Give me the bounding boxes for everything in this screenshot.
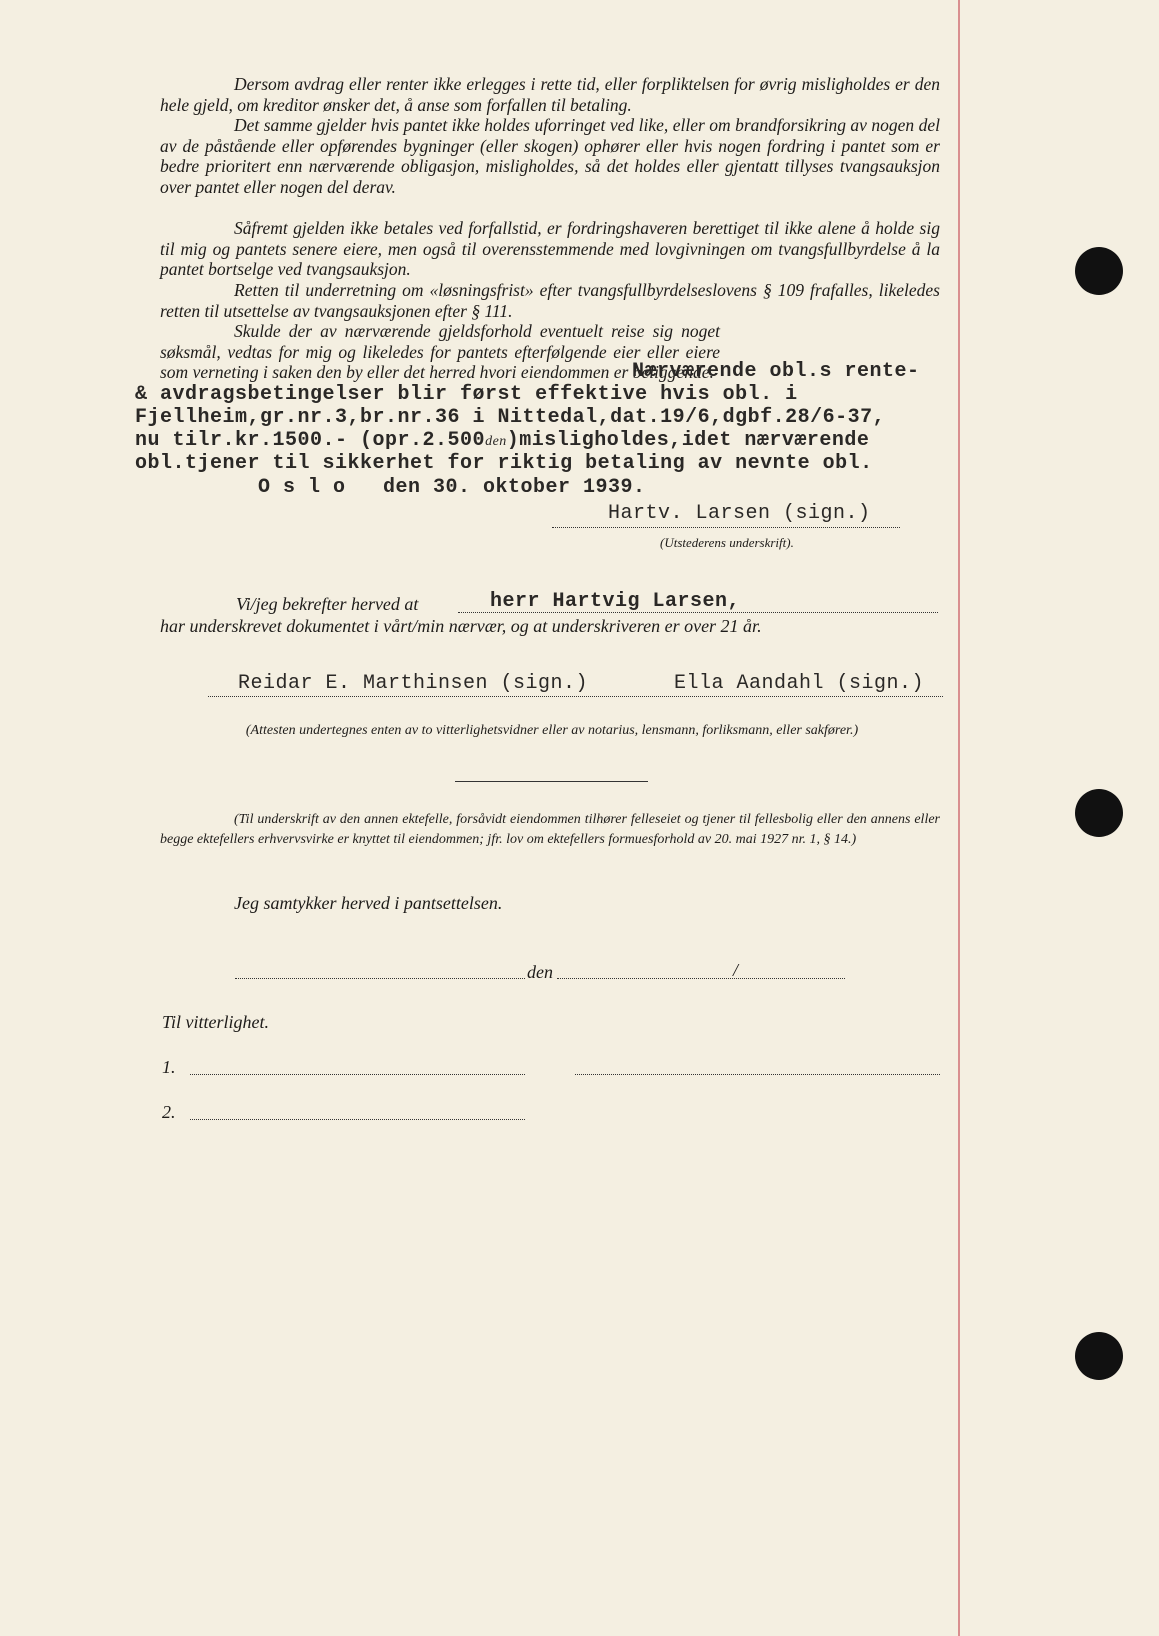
issuer-caption: (Utstederens underskrift). — [660, 535, 794, 550]
issuer-signature-line — [552, 527, 900, 528]
attest-line-1b — [575, 1074, 940, 1075]
place-line — [235, 978, 525, 979]
typed-line: obl.tjener til sikkerhet for riktig betaling av nevnte obl. — [135, 452, 873, 475]
typed-line: Nærværende obl.s rente- — [632, 360, 920, 383]
clause-enforcement: Såfremt gjelden ikke betales ved forfallstid, er fordringshaveren berettiget til ikke alene å holde sig til mig og pantets senere eiere, men også til overensstemmende med lovgivningen om tvangsfullbyrdelse å la pantet bortselge ved tvangsauksjon. — [160, 218, 940, 280]
clause-collateral: Det samme gjelder hvis pantet ikke holdes uforringet ved like, eller om brandforsikring av nogen del av de påstående eller opførendes bygninger (eller skogen) ophører eller hvis nogen fordring i pantet som er bedre prioritert enn nærværende obligasjon, misligholdes, så det holdes eller gjentatt tillyses tvangsauksjon over pantet eller nogen del derav. — [160, 115, 940, 197]
typed-date: O s l o den 30. oktober 1939. — [258, 476, 646, 499]
witness-signature-2: Ella Aandahl (sign.) — [674, 672, 925, 695]
attest-number-1: 1. — [162, 1057, 176, 1077]
witness-signature-1: Reidar E. Marthinsen (sign.) — [238, 672, 589, 695]
witness-signature-line — [208, 696, 943, 697]
punch-hole — [1075, 1332, 1123, 1380]
spouse-consent: Jeg samtykker herved i pantsettelsen. — [234, 893, 503, 913]
date-line — [557, 978, 845, 979]
witness-statement: har underskrevet dokumentet i vårt/min nærvær, og at underskriveren er over 21 år. — [160, 616, 762, 636]
typed-line: nu tilr.kr.1500.- (opr.2.500den)misligholdes,idet nærværende — [135, 429, 870, 452]
margin-rule — [958, 0, 960, 1636]
attest-title: Til vitterlighet. — [162, 1012, 269, 1032]
attest-line-2 — [190, 1119, 525, 1120]
clause-notice: Retten til underretning om «løsningsfrist» efter tvangsfullbyrdelseslovens § 109 frafalles, likeledes retten til utsettelse av tvangsauksjonen efter § 111. — [160, 280, 940, 321]
handwritten-note: den — [485, 434, 507, 449]
witness-note: (Attesten undertegnes enten av to vitterlighetsvidner eller av notarius, lensmann, forliksmann, eller sakfører.) — [245, 723, 859, 738]
clause-default: Dersom avdrag eller renter ikke erlegges i rette tid, eller forpliktelsen for øvrig misligholdes er den hele gjeld, om kreditor ønsker det, å anse som forfallen til betaling. — [160, 74, 940, 115]
divider — [455, 781, 648, 782]
typed-line: Fjellheim,gr.nr.3,br.nr.36 i Nittedal,dat.19/6,dgbf.28/6-37, — [135, 406, 886, 429]
issuer-signature: Hartv. Larsen (sign.) — [608, 502, 871, 525]
date-slash: / — [733, 960, 739, 980]
attest-number-2: 2. — [162, 1102, 176, 1122]
punch-hole — [1075, 789, 1123, 837]
typed-line: & avdragsbetingelser blir først effektive hvis obl. i — [135, 383, 798, 406]
attest-line-1a — [190, 1074, 525, 1075]
spouse-note: (Til underskrift av den annen ektefelle, forsåvidt eiendommen tilhører felleseiet og tjener til fellesbolig eller den annens eller begge ektefellers erhvervsvirke er knyttet til eiendommen; jfr. lov om ektefellers formuesforhold av 20. mai 1927 nr. 1, § 14.) — [160, 812, 940, 847]
witness-name: herr Hartvig Larsen, — [490, 590, 741, 613]
punch-hole — [1075, 247, 1123, 295]
clause-venue: Skulde der av nærværende gjeldsforhold eventuelt reise sig noget søksmål, vedtas for mig og likeledes for pantets efterfølgende eier eller eiere som verneting i saken den by eller det herred hvori eiendommen er beliggende. — [160, 321, 720, 383]
den-label: den — [527, 962, 553, 982]
witness-name-line — [458, 612, 938, 613]
witness-lead: Vi/jeg bekrefter herved at — [236, 594, 419, 614]
